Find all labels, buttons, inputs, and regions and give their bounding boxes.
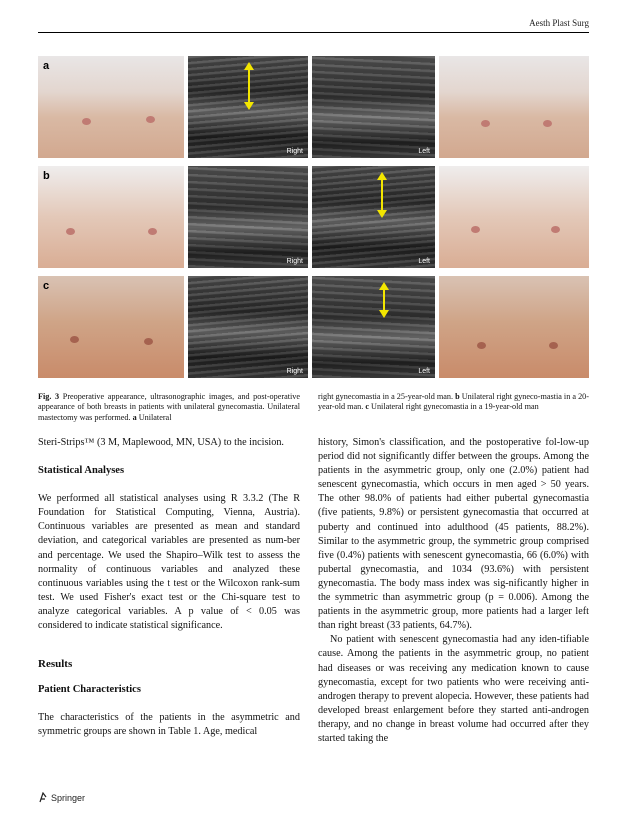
nipple-mark [82,118,91,125]
caption-panel-letter: a [132,412,137,422]
publisher-name: Springer [51,792,86,803]
postop-photo-b [439,166,589,268]
us-side-label: Right [286,258,303,265]
nipple-mark [66,228,75,235]
section-heading: Statistical Analyses [38,465,125,477]
nipple-mark [146,116,155,123]
panel-letter: a [43,60,50,72]
subsection-heading: Patient Characteristics [38,684,141,696]
figure-row-b [38,166,589,268]
caption-panel-letter: b [455,392,460,401]
ultrasound-left-c [312,276,435,378]
measurement-arrow-icon [378,282,390,318]
us-side-label: Left [418,368,430,375]
us-side-label: Right [286,148,303,155]
preop-photo-c [38,276,184,378]
figure-row-a [38,56,589,158]
postop-photo-c [439,276,589,378]
panel-letter: c [43,280,50,292]
running-header: Aesth Plast Surg [529,18,589,28]
header-rule [38,32,589,33]
nipple-mark [481,120,490,127]
ultrasound-right-a [188,56,308,158]
section-heading: Results [38,658,73,671]
figure-row-c [38,276,589,378]
left-column [38,436,300,740]
figure-caption-right [318,392,589,413]
caption-label: Fig. 3 [38,392,60,401]
ultrasound-right-c [188,276,308,378]
nipple-mark [551,226,560,233]
us-side-label: Right [286,368,303,375]
preop-photo-a [38,56,184,158]
nipple-mark [477,342,486,349]
paragraph: Steri-Strips™ (3 M, Maplewood, MN, USA) to the incision. [38,437,284,448]
figure-caption-left [38,392,300,423]
caption-text: Unilateral right gynecomastia in a 19-year-old man [371,402,539,412]
nipple-mark [549,342,558,349]
caption-text: Preoperative appearance, ultrasonographic images, and post-operative appearance of both breasts in patients with unilateral gynecomastia. Unilateral mastectomy was performed. [38,392,301,422]
us-side-label: Left [418,258,430,265]
springer-logo-icon [38,792,48,803]
postop-photo-a [439,56,589,158]
preop-photo-b [38,166,184,268]
measurement-arrow-icon [376,172,388,218]
nipple-mark [543,120,552,127]
us-side-label: Left [418,148,430,155]
figure-3 [38,56,589,376]
caption-text: right gynecomastia in a 25-year-old man. [318,392,454,401]
nipple-mark [148,228,157,235]
paragraph: history, Simon's classification, and the postoperative fol-low-up period did not significantly differ between the groups. Among the patients in the asymmetric group, only one (2.0%) patient had senescent gynecomastia, which occurs in men aged > 50 years. The other 98.0% of patients had either pubertal gynecomastia (five patients, 9.8%) or persistent gynecomastia that occurred at puberty and continued into adulthood (45 patients, 88.2%). Similar to the asymmetric group, the symmetric group comprised five (0.4%) patients with senescent gynecomastia, 66 (6.0%) with pubertal gynecomastia, and 1034 (93.6%) with persistent gynecomastia. The body mass index was sig-nificantly higher in the symmetric than asymmetric group (p = 0.006). Among the patients in the asymmetric group, more patients had a larger left than right breast (33 patients, 64.7%). [318,437,589,632]
panel-letter: b [43,170,50,182]
ultrasound-left-a [312,56,435,158]
nipple-mark [144,338,153,345]
publisher-footer [38,792,85,803]
caption-panel-letter: c [365,402,369,412]
ultrasound-left-b [312,166,435,268]
caption-text: Unilateral right gyneco-mastia in a 20-year-old man. [318,392,590,412]
right-column [318,436,589,746]
ultrasound-right-b [188,166,308,268]
paragraph: The characteristics of the patients in the asymmetric and symmetric groups are shown in Table 1. Age, medical [38,712,300,738]
nipple-mark [70,336,79,343]
paragraph: No patient with senescent gynecomastia had any iden-tifiable cause. Among the patients in the asymmetric group, no patient had diseases or was receiving any medication known to cause gynecomastia, except for two patients who were receiving anti-androgen therapy to prevent alopecia. However, these patients had developed breast enlargement before they started anti-androgen therapy, and no change in breast volume had occurred after they started taking the [318,634,589,744]
paragraph: We performed all statistical analyses using R 3.3.2 (The R Foundation for Statistical Computing, Vienna, Austria). Continuous variables are presented as mean and standard deviation, and categorical variables are presented as num-ber and percentage. We used the Shapiro–Wilk test to assess the normality of continuous variables and analyzed these continuous variables using the t test or the Wilcoxon rank-sum test. We used Fisher's exact test or the Chi-square test to analyze categorical variables. A p value of < 0.05 was considered to indicate statistical significance. [38,493,300,632]
measurement-arrow-icon [243,62,255,110]
caption-text: Unilateral [138,412,172,422]
nipple-mark [471,226,480,233]
